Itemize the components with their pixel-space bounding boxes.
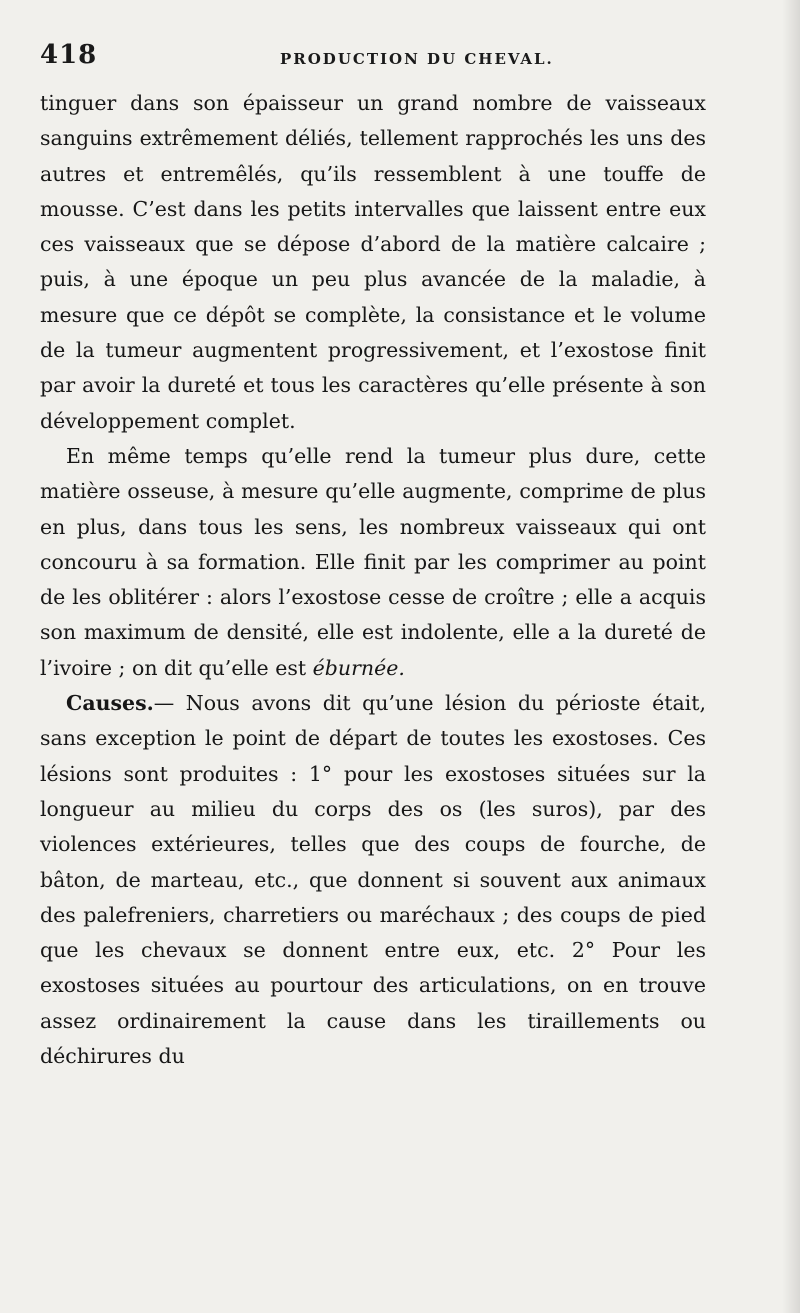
running-title: PRODUCTION DU CHEVAL. — [280, 50, 554, 68]
body-text — [40, 86, 706, 1074]
section-heading-causes: Causes. — [66, 691, 154, 716]
page-edge-shadow — [782, 0, 800, 1313]
paragraph-2 — [40, 439, 706, 686]
paragraph-3 — [40, 686, 706, 1074]
paragraph-3-text: — Nous avons dit qu’une lésion du périoste était, sans exception le point de départ de toutes les exostoses. Ces lésions sont produites : 1° pour les exostoses situées sur la longueur au milieu du corps des os (les suros), par des violences extérieures, telles que des coups de fourche, de bâton, de marteau, etc., que donnent si souvent aux animaux des palefreniers, charretiers ou maréchaux ; des coups de pied que les chevaux se donnent entre eux, etc. 2° Pour les exostoses situées au pourtour des articulations, on en trouve assez ordinairement la cause dans les tiraillements ou déchirures du — [40, 691, 706, 1069]
paragraph-1: tinguer dans son épaisseur un grand nombre de vaisseaux sanguins extrêmement déliés, tellement rapprochés les uns des autres et entremêlés, qu’ils ressemblent à une touffe de mousse. C’est dans les petits intervalles que laissent entre eux ces vaisseaux que se dépose d’abord de la matière calcaire ; puis, à une époque un peu plus avancée de la maladie, à mesure que ce dépôt se complète, la consistance et le volume de la tumeur augmentent progressivement, et l’exostose finit par avoir la dureté et tous les caractères qu’elle présente à son développement complet. — [40, 91, 706, 433]
italic-term: éburnée. — [312, 655, 405, 680]
page-number: 418 — [40, 40, 98, 70]
page-header — [40, 38, 720, 78]
paragraph-2-text: En même temps qu’elle rend la tumeur plus dure, cette matière osseuse, à mesure qu’elle augmente, comprime de plus en plus, dans tous les sens, les nombreux vaisseaux qui ont concouru à sa formation. Elle finit par les comprimer au point de les oblitérer : alors l’exostose cesse de croître ; elle a acquis son maximum de densité, elle est indolente, elle a la dureté de l’ivoire ; on dit qu’elle est — [40, 443, 706, 680]
